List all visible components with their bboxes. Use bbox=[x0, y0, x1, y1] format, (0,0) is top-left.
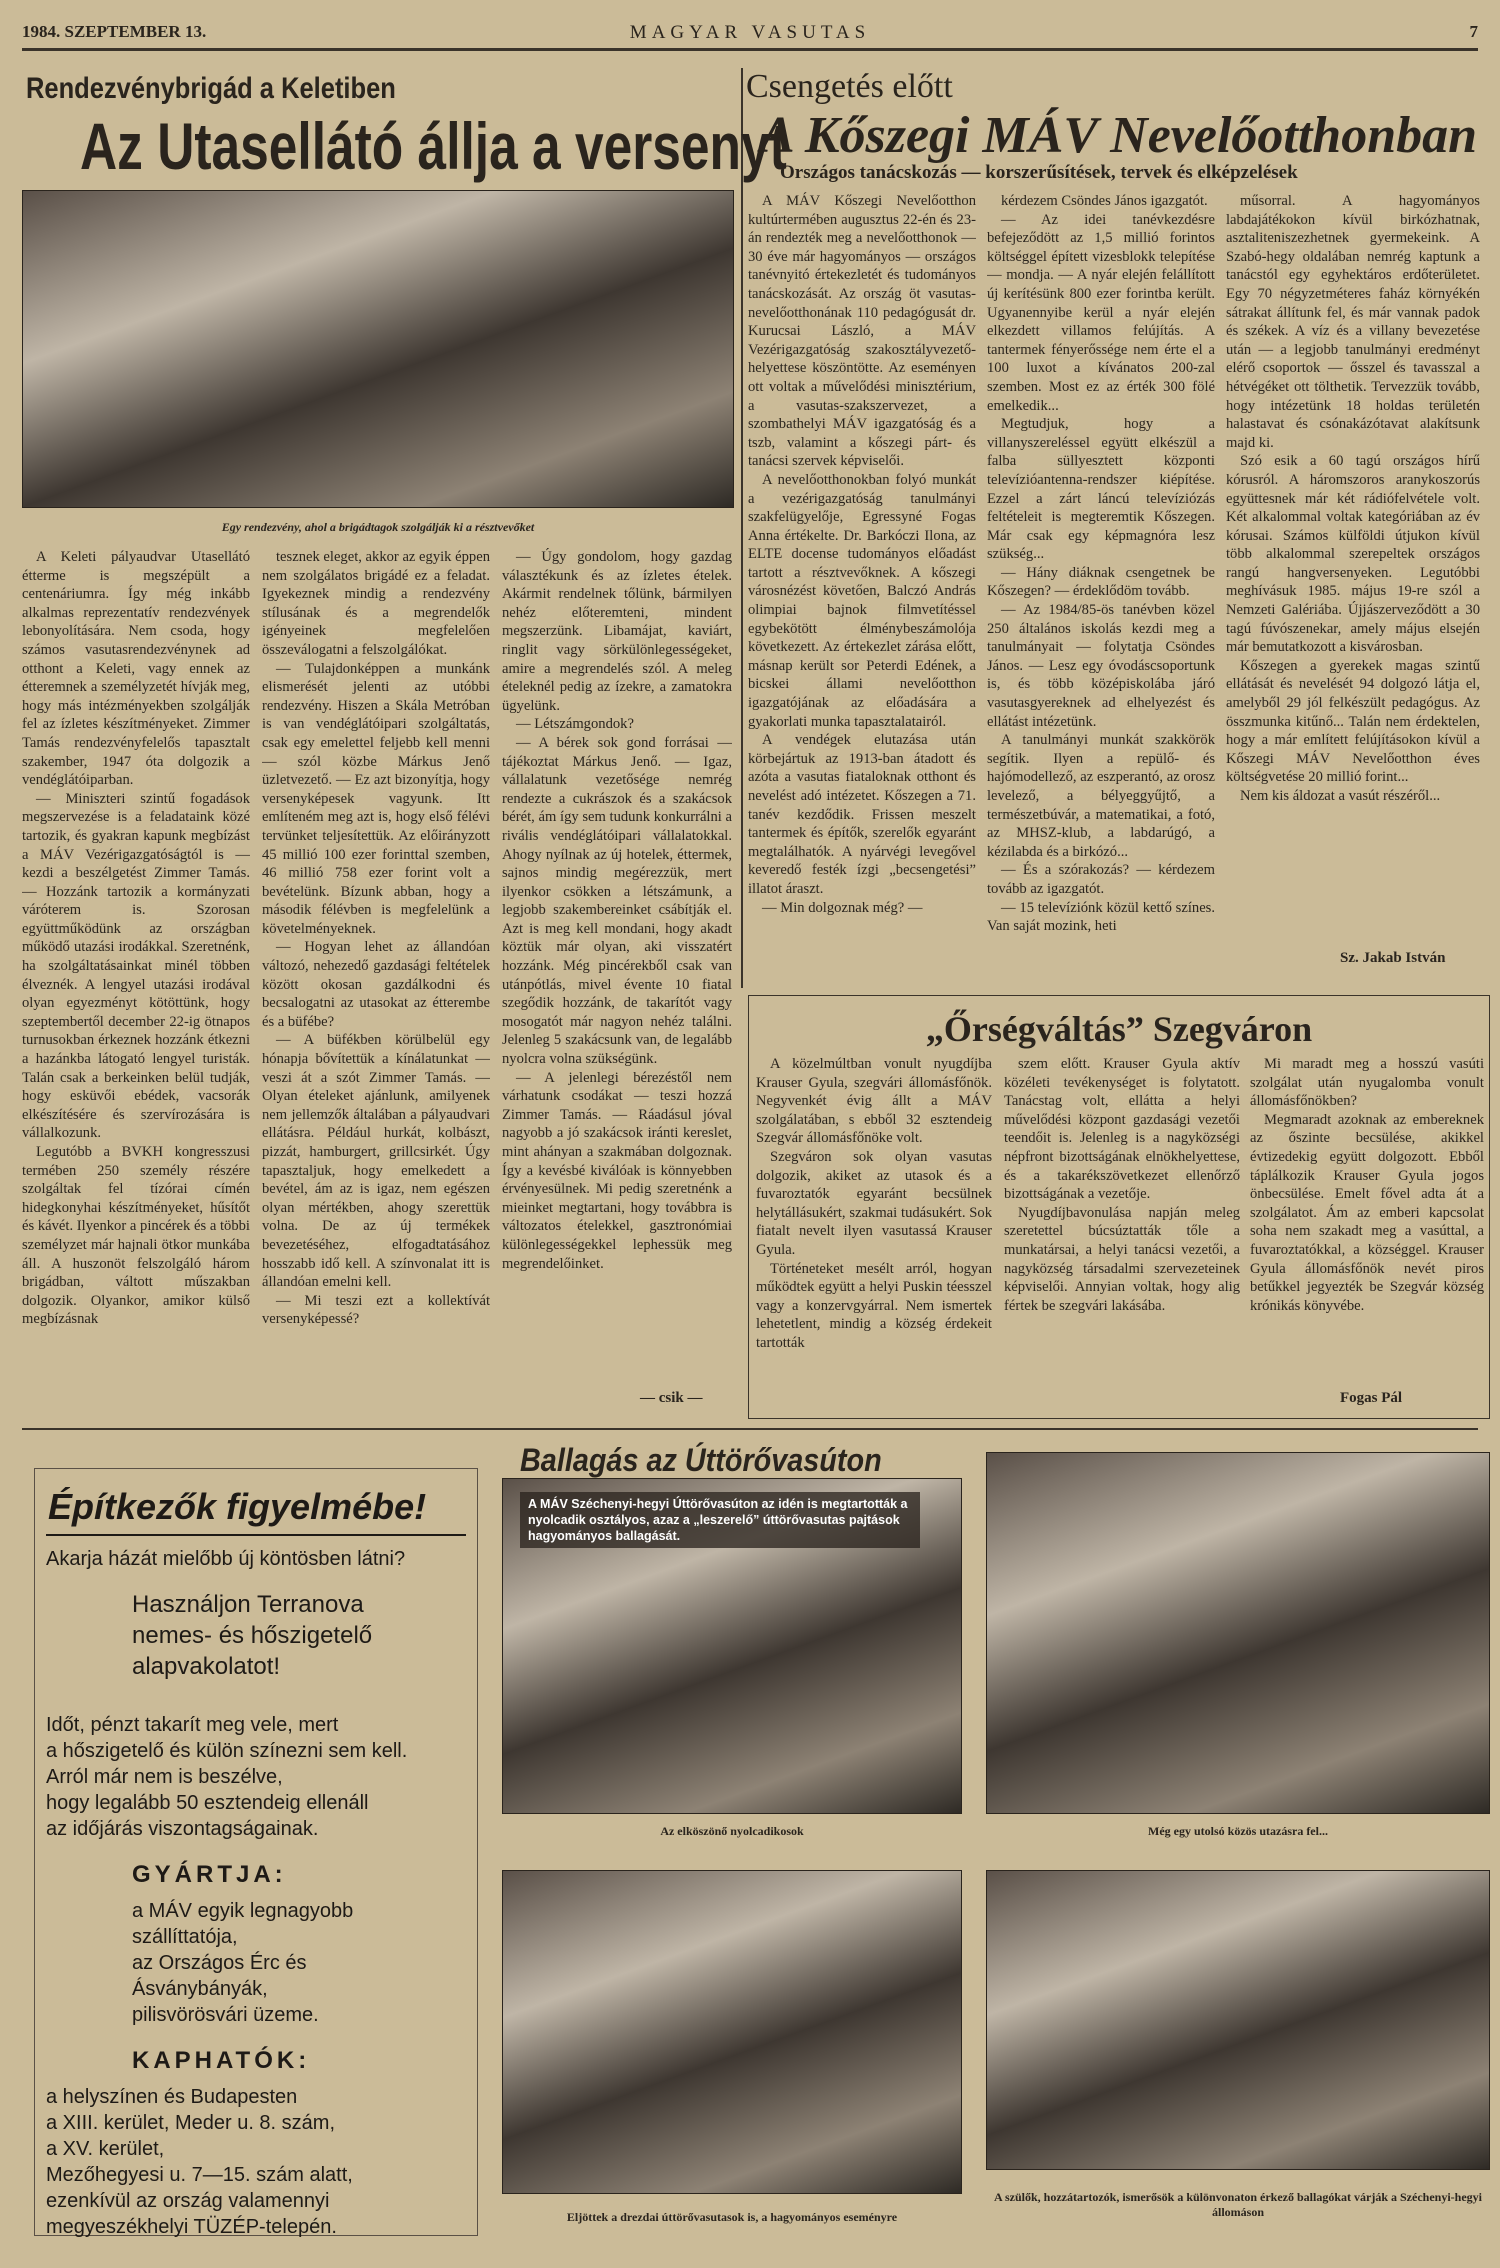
paragraph: Nem kis áldozat a vasút részéről... bbox=[1240, 788, 1441, 804]
paragraph: — 15 televíziónk közül kettő színes. Van saját mozink, heti bbox=[987, 899, 1215, 935]
box-article-title: „Őrségváltás” Szegváron bbox=[925, 1009, 1313, 1049]
paragraph: Legutóbb a BVKH kongresszusi termében 250 személy részére szolgáltak fel tízórai címén hidegkonyhai készítményeket, hűsítőt és kávét. Ilyenkor a pincérek és a többi személyzet már hajnali ötkor munkába áll. A huszonöt felszolgáló három brigádban, váltott műszakban dolgozik. Olyankor, amikor külső megbízásnak bbox=[22, 1144, 250, 1328]
paragraph: — Az 1984/85-ös tanévben közel 250 általános iskolás kezdi meg a tanulmányait — folytatja Csöndes János. — Lesz egy óvodáscsoportunk is, és több középiskolába járó vasutasgyereknek ad elhelyezést és ellátást intézetünk. bbox=[987, 602, 1215, 730]
caption-dresden: Eljöttek a drezdai úttörővasutasok is, a hagyományos eseményre bbox=[566, 2210, 898, 2224]
advert-sale-label: KAPHATÓK: bbox=[132, 2047, 311, 2074]
advert-question: Akarja házát mielőbb új köntösben látni? bbox=[46, 1548, 406, 1570]
column-divider bbox=[741, 68, 743, 988]
advert-maker-3: az Országos Érc és bbox=[132, 1952, 307, 1974]
caption-last-ride: Még egy utolsó közös utazásra fel... bbox=[1148, 1824, 1328, 1838]
advert-maker-4: Ásványbányák, bbox=[132, 1978, 268, 2000]
right-article-kicker: Csengetés előtt bbox=[746, 68, 953, 105]
advert-maker-label: GYÁRTJA: bbox=[132, 1861, 287, 1888]
paragraph: Megtudjuk, hogy a villanyszereléssel együtt elkészül a falba süllyesztett központi televízióantenna-rendszer kiépítése. Ezzel a zárt láncú televíziózás feltételeit is megteremtik Kőszegen. Már csak egy képmagnóra lesz szükség... bbox=[987, 416, 1215, 563]
paragraph: — A bérek sok gond forrásai — tájékoztat Márkus Jenő. — Igaz, vállalatunk vezetősége nemrég rendezte a cukrászok és a szakácsok bérét, ám így sem tudunk konkurrálni a rivális vendéglátóipari vállalatokkal. Ahogy nyílnak az új hotelek, éttermek, sajnos mindig megérezzük, mert ilyenkor csökken a létszámunk, a legjobb szakembereinket csábítják el. Azt is meg kell mondani, hogy akadt köztük már olyan, aki visszatért hozzánk. Még pincérekből csak van utánpótlás, mivel évente 10 fiatal szegődik hozzánk, de takarítót vagy mosogatót már nagyon nehéz találni. Jelenleg 5 szakácsunk van, de legalább nyolcra volna szükségünk. bbox=[502, 734, 732, 1068]
advert-pitch-3: alapvakolatot! bbox=[132, 1653, 281, 1680]
issue-date: 1984. SZEPTEMBER 13. bbox=[22, 22, 207, 41]
paragraph: Szó esik a 60 tagú országos hírű kórusról. A háromszoros aranykoszorús együttesnek már két rádiófelvétele volt. Két alkalommal voltak kategóriában az év kórusai. Számos külföldi útjukon kívül több alkalommal szerepeltek országos rangú hangversenyeken. Legutóbbi meghívásuk 1985. május 19-re szól a Nemzeti Galériába. Újjászerveződött a 30 tagú fúvószenekar, amely május elsején már bemutatkozott a kisvárosban. bbox=[1226, 453, 1480, 656]
right-article-subtitle: Országos tanácskozás — korszerűsítések, tervek és elképzelések bbox=[780, 162, 1298, 183]
caption-parents: A szülők, hozzátartozók, ismerősök a különvonaton érkező ballagókat várják a Széchenyi-hegyi állomáson bbox=[994, 2190, 1482, 2219]
left-article-kicker: Rendezvénybrigád a Keletiben bbox=[26, 72, 396, 105]
left-article-col-2 bbox=[262, 548, 490, 1418]
paragraph: Mi maradt meg a hosszú vasúti szolgálat után nyugalomba vonult állomásfőnökben? bbox=[1250, 1056, 1484, 1110]
section-rule bbox=[22, 1428, 1478, 1430]
advert-sale-6: megyeszékhelyi TÜZÉP-telepén. bbox=[46, 2216, 337, 2238]
terranova-advert bbox=[20, 1454, 492, 2250]
photo-caption: Egy rendezvény, ahol a brigádtagok szolgálják ki a résztvevőket bbox=[221, 520, 535, 534]
paragraph: — Tulajdonképpen a munkánk elismerését jelenti az utóbbi rendezvény. Hiszen a Skála Metróban is van vendéglátóipari szolgáltatás, csak egy emelettel feljebb kell menni — szól közbe Márkus Jenő üzletvezető. — Ez azt bizonyítja, hogy versenyképesek vagyunk. Itt említeném meg azt is, hogy első félévi tervünket teljesítettük. Az előirányzott 45 millió 100 ezer forinttal szemben, 46 millió 758 ezer forint volt a bevételünk. Bízunk abban, hogy a második félévben is megfelelünk a követelményeknek. bbox=[262, 660, 490, 937]
advert-maker-2: szállíttatója, bbox=[132, 1926, 238, 1948]
advert-sale-5: ezenkívül az ország valamennyi bbox=[46, 2190, 330, 2212]
crowd-station-photo bbox=[986, 1870, 1490, 2170]
photo-story-lead: A MÁV Széchenyi-hegyi Úttörővasúton az idén is megtartották a nyolcadik osztályos, azaz a „leszerelő” úttörővasutas pajtások hagyományos ballagását. bbox=[520, 1492, 920, 1548]
paragraph: A vendégek elutazása után körbejártuk az 1913-ban átadott és azóta a vasutas fiataloknak otthont és nevelést adó intézetet. Kőszegen a 71. tanév kezdődik. Frissen meszelt tantermek és építők, szerelők egyaránt megtalálhatók. A nyárvégi levegővel keveredő festék ízgi „becsengetési” illatot áraszt. bbox=[748, 732, 976, 897]
page-number: 7 bbox=[1469, 22, 1478, 41]
paragraph: A nevelőotthonokban folyó munkát a vezérigazgatóság tanulmányi szakfelügyelője, Egressyné Fogas Anna értékelte. Dr. Barkóczi Ilona, az ELTE docense tudományos előadást tartott a résztvevőknek. A kőszegi városnézést követően, Balczó András olimpiai bajnok filmvetítéssel egybekötött élménybeszámolója következett. Az értekezlet zárása előtt, másnap került sor Peterdi Edének, a bicskei állami nevelőotthon igazgatójának az előadására a gyakorlati munka tapasztalatairól. bbox=[748, 471, 976, 730]
header-rule bbox=[22, 48, 1478, 51]
advert-pitch-1: Használjon Terranova bbox=[132, 1591, 364, 1618]
paragraph: — Mi teszi ezt a kollektívát versenyképessé? bbox=[262, 1292, 490, 1328]
paragraph: műsorral. A hagyományos labdajátékokon kívül birkózhatnak, asztaliteniszezhetnek gyermekeink. A Szabó-hegy oldalában nemrég kaptunk a tanácstól egy egyhektáros erdőterületet. Egy 70 négyzetméteres faház környékén sátrakat állítunk fel, és már vannak padok és székek. A víz és a villany bevezetése után — a legjobb tanulmányi eredményt elérő csoportok — ősszel és tavasszal a hétvégéket ott tölthetik. Tervezzük tovább, hogy intézetünk 18 holdas területén halastavat és csónakázótavat alakítsunk majd ki. bbox=[1226, 193, 1480, 451]
caption-graduates: Az elköszönő nyolcadikosok bbox=[660, 1824, 804, 1838]
paragraph: Történeteket mesélt arról, hogyan működtek együtt a helyi Puskin téesszel vagy a konzervgyárral. Nem ismertek lehetetlent, mindig a község érdekeit tartották bbox=[756, 1260, 992, 1351]
advert-sale-4: Mezőhegyesi u. 7—15. szám alatt, bbox=[46, 2164, 353, 2186]
paragraph: — És a szórakozás? — kérdezem tovább az igazgatót. bbox=[987, 862, 1215, 897]
paragraph: A Keleti pályaudvar Utasellátó étterme is megszépült a centenáriumra. Így még inkább alkalmas reprezentatív rendezvények lebonyolítására. Nem csoda, hogy számos vasutasrendezvénynek ad otthont a Keleti, vagy ennek az étteremnek a személyzetét hívják meg, hogy más intézményekben szolgálják fel az ízletes készítményeket. Zimmer Tamás rendezvényfelelős tapasztalt szakember, 1947 óta dolgozik a vendéglátóiparban. bbox=[22, 549, 250, 789]
advert-body-1: Időt, pénzt takarít meg vele, mert bbox=[46, 1714, 339, 1736]
paragraph: A tanulmányi munkát szakkörök segítik. Ilyen a repülő- és hajómodellező, az eszperantó, az orosz levelező, a bélyeggyűjtő, a természetbúvár, a matematikai, a fotó, az MHSZ-klub, a labdarúgó, a kézilabda és a birkózó... bbox=[987, 732, 1215, 860]
paragraph: — Miniszteri szintű fogadások megszervezése is a feladataink közé tartozik, és gyakran kapunk megbízást a MÁV Vezérigazgatóságtól is — kezdi a beszélgetést Zimmer Tamás. — Hozzánk tartozik a kormányzati váróterem is. Szorosan együttműködünk az országban működő utazási irodákkal. Szeretnénk, ha szolgáltatásainkat minél többen élveznék. A lengyel utazási irodával olyan egyezményt kötöttünk, hogy szeptembertől december 22-ig ötnapos turnusokban érkeznek hozzánk étkezni a hazánkba látogató lengyel turisták. Talán csak a berkeinken belül tudják, hogy esküvői ebédek, vacsorák elkészítésére és szervírozására is vállalkozunk. bbox=[22, 790, 250, 1142]
paragraph: Nyugdíjbavonulása napján meleg szeretettel búcsúztatták tőle a munkatársai, a helyi tanácsi vezetői, a nagyközség társadalmi szervezeteinek képviselői. Annyian voltak, hogy alig fértek be szegvári lakásába. bbox=[1004, 1204, 1240, 1314]
advert-sale-2: a XIII. kerület, Meder u. 8. szám, bbox=[46, 2112, 336, 2134]
paragraph: — Min dolgoznak még? — bbox=[762, 899, 923, 916]
dresden-pioneers-photo bbox=[502, 1870, 962, 2194]
advert-body-4: hogy legalább 50 esztendeig ellenáll bbox=[46, 1792, 369, 1814]
advert-body-2: a hőszigetelő és külön színezni sem kell. bbox=[46, 1740, 408, 1762]
left-article-col-1 bbox=[22, 548, 250, 1418]
paragraph: — Létszámgondok? bbox=[516, 716, 634, 733]
paragraph: kérdezem Csöndes János igazgatót. bbox=[1001, 193, 1208, 209]
paragraph: — Hogyan lehet az állandóan változó, nehezedő gazdasági feltételek között okosan gazdálkodni és becsalogatni az utasokat az étterembe és a büfébe? bbox=[262, 939, 490, 1030]
box-article-col-1 bbox=[756, 1055, 992, 1415]
advert-pitch-2: nemes- és hőszigetelő bbox=[132, 1622, 373, 1649]
advert-sale-1: a helyszínen és Budapesten bbox=[46, 2086, 298, 2108]
paragraph: Kőszegen a gyerekek magas szintű ellátását és nevelését 94 dolgozó látja el, amelyből 29 jól felkészült pedagógus. Az összmunka kitűnő... Talán nem érdektelen, hogy a már említett felújításokon kívül a Kőszegi MÁV Nevelőotthon éves költségvetése 20 millió forint... bbox=[1226, 657, 1480, 786]
advert-body-5: az időjárás viszontagságainak. bbox=[46, 1818, 319, 1840]
box-article-col-2 bbox=[1004, 1055, 1240, 1415]
right-article-col-2 bbox=[987, 192, 1215, 982]
advert-maker-1: a MÁV egyik legnagyobb bbox=[132, 1900, 354, 1922]
right-article-signature: Sz. Jakab István bbox=[1340, 950, 1446, 966]
paragraph: Megmaradt azoknak az embereknek az őszinte becsülése, akikkel évtizedekig együtt dolgozott. Ebből táplálkozik Krauser Gyula jogos önbecsülése. Emelt fővel adta át a szolgálatot. Ám az emberi kapcsolat soha nem szakadt meg a vasúttal, a fuvaroztatókkal, a községgel. Krauser Gyula állomásfőnök nevét piros betűkkel jegyezték be Szegvár község krónikás könyvébe. bbox=[1250, 1111, 1484, 1314]
paragraph: — Úgy gondolom, hogy gazdag választékunk és az ízletes ételek. Akármit rendelnek tőlünk, bármilyen nehéz előteremteni, mindent megszerzünk. Libamájat, kaviárt, ringlit vagy sörkülönlegességeket, amire a megrendelés szól. A meleg ételeknél pedig az ízekre, a zamatokra ügyelünk. bbox=[502, 549, 732, 714]
right-article-title: A Kőszegi MÁV Nevelőotthonban bbox=[760, 107, 1478, 164]
paragraph: — A büfékben körülbelül egy hónapja bővítettük a kínálatunkat — veszi át a szót Zimmer Tamás. — Olyan ételeket ajánlunk, amilyenek nem jellemzők általában a pályaudvari ellátásra. Például hurkát, kolbászt, pizzát, hamburgert, grillcsirkét. Úgy tapasztaljuk, hogy emelkedett a bevétel, ám az is igaz, nem egészen olyan mértékben, ahogy szerettük volna. De az új termékek bevezetéséhez, elfogadtatásához hosszabb idő kell. A színvonalat itt is állandóan emelni kell. bbox=[262, 1032, 490, 1291]
paragraph: tesznek eleget, akkor az egyik éppen nem szolgálatos brigádé ez a feladat. Igyekeznek mindig a rendezvény stílusának és a megrendelők igényeinek megfelelően összeválogatni a felszolgálókat. bbox=[262, 549, 490, 658]
advert-title-rule bbox=[46, 1534, 466, 1536]
train-boarding-photo bbox=[986, 1452, 1490, 1814]
advert-sale-3: a XV. kerület, bbox=[46, 2138, 165, 2160]
paper-name: MAGYAR VASUTAS bbox=[629, 22, 871, 43]
paragraph: A közelmúltban vonult nyugdíjba Krauser Gyula, szegvári állomásfőnök. Negyvenkét évig állt a MÁV szolgálatában, s ebből 32 esztendeig Szegvár állomásfőnöke volt. bbox=[756, 1056, 992, 1147]
advert-title: Építkezők figyelmébe! bbox=[48, 1486, 427, 1527]
paragraph: szem előtt. Krauser Gyula aktív közéleti tevékenységet is folytatott. Tanácstag volt, ellátta a helyi művelődési központ gazdasági vezetői teendőit is. Jelenleg is a nagyközségi népfront bizottságának elnökhelyettese, és a takarékszövetkezet ellenőrző bizottságának a vezetője. bbox=[1004, 1056, 1240, 1203]
right-article-col-3 bbox=[1226, 192, 1480, 927]
left-article-signature: — csik — bbox=[640, 1390, 703, 1406]
advert-body-3: Arról már nem is beszélve, bbox=[46, 1766, 283, 1788]
photo-story-title: Ballagás az Úttörővasúton bbox=[520, 1442, 882, 1478]
box-article-signature: Fogas Pál bbox=[1340, 1390, 1403, 1406]
left-article-title: Az Utasellátó állja a versenyt bbox=[80, 109, 787, 183]
left-article-col-3 bbox=[502, 548, 732, 1378]
box-article-col-3 bbox=[1250, 1055, 1484, 1385]
paragraph: Szegváron sok olyan vasutas dolgozik, akiket az utasok és a fuvaroztatók egyaránt becsülnek helytállásukért, szakmai tudásukért. Sok fiatalt nevelt ilyen vasutassá Krauser Gyula. bbox=[756, 1148, 992, 1258]
banquet-photo bbox=[22, 190, 734, 508]
paragraph: A MÁV Kőszegi Nevelőotthon kultúrtermében augusztus 22-én és 23-án rendezték meg a nevelőotthonok — 30 éve már hagyományos — országos tanévnyitó értekezletét és tudományos tanácskozását. Az ország öt vasutas-nevelőotthonának 110 pedagógusát dr. Kurucsai László, a MÁV Vezérigazgatóság szakosztályvezető-helyettese köszöntötte. Az eseményen ott voltak a művelődési minisztérium, a vasutas-szakszervezet, a szombathelyi MÁV igazgatóság és a tszb, valamint a kőszegi párt- és tanácsi szervek képviselői. bbox=[748, 193, 976, 470]
paragraph: — Az idei tanévkezdésre befejeződött az 1,5 millió forintos költséggel épített vizesblokk telepítése — mondja. — A nyár elején felállított új kerítésünk 800 ezer forintba került. Ugyanennyibe kerül a nyár elején elkezdett villamos felújítás. A tantermek fényerőssége nem érte el a 100 luxot a kívánatos 200-zal szemben. Most ez az érték 300 fölé emelkedik... bbox=[987, 211, 1215, 414]
paragraph: — Hány diáknak csengetnek be Kőszegen? — érdeklődöm tovább. bbox=[987, 564, 1215, 600]
right-article-col-1 bbox=[748, 192, 976, 982]
paragraph: — A jelenlegi bérezéstől nem várhatunk csodákat — teszi hozzá Zimmer Tamás. — Ráadásul jóval nagyobb a jó szakácsok iránti kereslet, mint ahányan a szakmában dolgoznak. Így a kevésbé kiválóak is könnyebben érvényesülnek. Mi pedig szeretnénk a mieinket megtartani, hogy továbbra is változatos ételekkel, gasztronómiai különlegességekkel lephessük meg megrendelőinket. bbox=[502, 1069, 732, 1272]
advert-maker-5: pilisvörösvári üzeme. bbox=[132, 2004, 319, 2026]
